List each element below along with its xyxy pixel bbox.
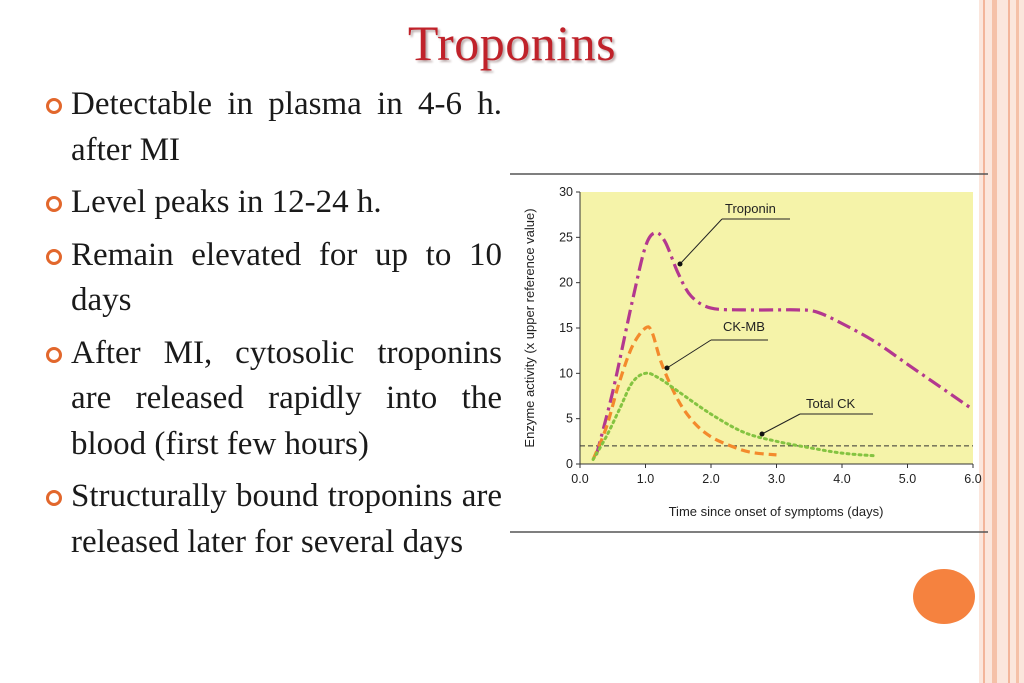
x-tick-label: 1.0 <box>636 472 655 486</box>
bullet-circle-icon <box>46 98 62 114</box>
bullet-text: Remain elevated for up to 10 days <box>71 236 502 318</box>
annotation-point <box>678 262 683 267</box>
y-tick-label: 10 <box>559 366 573 381</box>
right-decorative-stripe-2 <box>992 0 997 683</box>
slide-title: Troponins <box>407 15 617 71</box>
right-decorative-stripe-4 <box>1016 0 1019 683</box>
plot-background <box>580 192 973 464</box>
x-tick-label: 3.0 <box>767 472 786 486</box>
y-tick-label: 0 <box>566 457 573 471</box>
annotation-point <box>760 432 765 437</box>
bullet-text: Detectable in plasma in 4-6 h. after MI <box>71 86 502 168</box>
bullet-circle-icon <box>46 196 62 212</box>
bullet-item <box>42 180 502 226</box>
annotation-label-troponin: Troponin <box>725 201 776 216</box>
bullet-item <box>42 474 502 565</box>
annotation-point <box>665 366 670 371</box>
annotation-label-total-ck: Total CK <box>806 396 856 411</box>
bullet-item <box>42 233 502 324</box>
y-axis-label: Enzyme activity (x upper reference value) <box>522 208 537 448</box>
x-tick-label: 6.0 <box>964 472 982 486</box>
y-tick-label: 30 <box>559 185 573 199</box>
x-tick-label: 0.0 <box>571 472 589 486</box>
bullet-text: After MI, cytosolic troponins are released rapidly into the blood (first few hours) <box>71 334 502 462</box>
bullet-item <box>42 82 502 173</box>
x-tick-label: 4.0 <box>833 472 851 486</box>
bullet-circle-icon <box>46 347 62 363</box>
enzyme-chart <box>510 172 988 534</box>
decorative-orange-circle <box>913 569 975 624</box>
x-tick-label: 5.0 <box>898 472 917 486</box>
bullet-circle-icon <box>46 249 62 265</box>
y-tick-label: 25 <box>559 230 573 245</box>
annotation-label-ck-mb: CK-MB <box>723 319 765 334</box>
bullet-list <box>42 82 502 572</box>
right-decorative-stripe-3 <box>1008 0 1010 683</box>
bullet-circle-icon <box>46 490 62 506</box>
bullet-item <box>42 331 502 468</box>
x-axis-label: Time since onset of symptoms (days) <box>668 504 884 519</box>
y-tick-label: 20 <box>559 275 573 290</box>
y-tick-label: 15 <box>559 321 573 335</box>
x-tick-label: 2.0 <box>702 472 720 486</box>
bullet-text: Structurally bound troponins are released later for several days <box>71 478 502 560</box>
y-tick-label: 5 <box>566 411 573 426</box>
bullet-text: Level peaks in 12-24 h. <box>71 184 382 220</box>
